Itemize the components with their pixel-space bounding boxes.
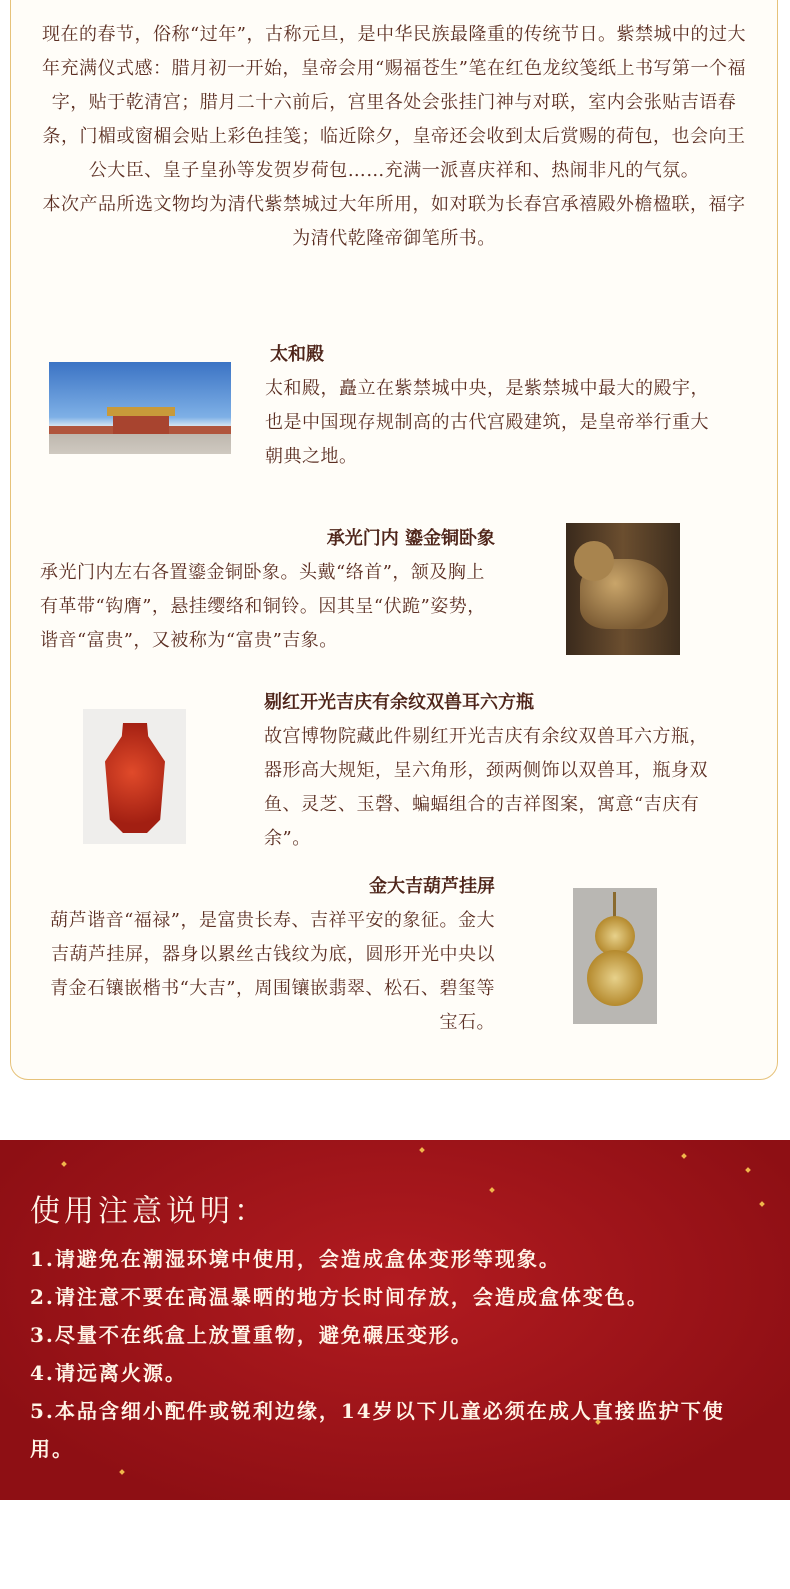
taihe-palace-photo bbox=[49, 362, 231, 454]
lacquer-vase-photo bbox=[83, 709, 186, 844]
item-gourd-plaque bbox=[40, 872, 495, 1040]
item-description: 葫芦谐音“福禄”，是富贵长寿、吉祥平安的象征。金大吉葫芦挂屏，器身以累丝古钱纹为底，圆形开光中央以青金石镶嵌楷书“大吉”，周围镶嵌翡翠、松石、碧玺等宝石。 bbox=[50, 910, 495, 1033]
intro-paragraph-2: 本次产品所选文物均为清代紫禁城过大年所用，如对联为长春宫承禧殿外檐楹联，福字为清代乾隆帝御笔所书。 bbox=[42, 194, 746, 249]
item-bronze-elephant bbox=[40, 524, 495, 658]
usage-notes-banner bbox=[0, 1140, 790, 1500]
item-description: 承光门内左右各置鎏金铜卧象。头戴“络首”，颔及胸上有革带“钩膺”，悬挂缨络和铜铃。因其呈“伏跪”姿势，谐音“富贵”，又被称为“富贵”吉象。 bbox=[40, 562, 486, 651]
item-lacquer-vase bbox=[264, 688, 724, 856]
item-title: 承光门内 鎏金铜卧象 bbox=[326, 528, 495, 549]
gourd-plaque-photo bbox=[573, 888, 657, 1024]
usage-notes-heading: 使用注意说明： bbox=[30, 1194, 268, 1229]
list-item: 3.尽量不在纸盒上放置重物，避免碾压变形。 bbox=[30, 1323, 473, 1347]
item-title: 太和殿 bbox=[270, 344, 324, 365]
item-description: 故宫博物院藏此件剔红开光吉庆有余纹双兽耳六方瓶，器形高大规矩，呈六角形，颈两侧饰以双兽耳，瓶身双鱼、灵芝、玉磬、蝙蝠组合的吉祥图案，寓意“吉庆有余”。 bbox=[264, 726, 708, 849]
list-item: 5.本品含细小配件或锐利边缘，14岁以下儿童必须在成人直接监护下使用。 bbox=[30, 1399, 725, 1461]
item-title: 剔红开光吉庆有余纹双兽耳六方瓶 bbox=[264, 692, 534, 713]
item-title: 金大吉葫芦挂屏 bbox=[369, 876, 495, 897]
intro-text bbox=[38, 18, 750, 256]
intro-paragraph-1: 现在的春节，俗称“过年”，古称元旦，是中华民族最隆重的传统节日。紫禁城中的过大年充满仪式感：腊月初一开始，皇帝会用“赐福苍生”笔在红色龙纹笺纸上书写第一个福字，贴于乾清宫；腊月二十六前后，宫里各处会张挂门神与对联，室内会张贴吉语春条，门楣或窗楣会贴上彩色挂笺；临近除夕，皇帝还会收到太后赏赐的荷包，也会向王公大臣、皇子皇孙等发贺岁荷包……充满一派喜庆祥和、热闹非凡的气氛。 bbox=[42, 24, 746, 181]
usage-notes-list bbox=[30, 1240, 750, 1468]
bronze-elephant-photo bbox=[566, 523, 680, 655]
item-taihe-palace bbox=[265, 340, 725, 474]
list-item: 2.请注意不要在高温暴晒的地方长时间存放，会造成盒体变色。 bbox=[30, 1285, 649, 1309]
list-item: 4.请远离火源。 bbox=[30, 1361, 187, 1385]
list-item: 1.请避免在潮湿环境中使用，会造成盒体变形等现象。 bbox=[30, 1247, 561, 1271]
item-description: 太和殿，矗立在紫禁城中央，是紫禁城中最大的殿宇，也是中国现存规制高的古代宫殿建筑，是皇帝举行重大朝典之地。 bbox=[265, 378, 709, 467]
